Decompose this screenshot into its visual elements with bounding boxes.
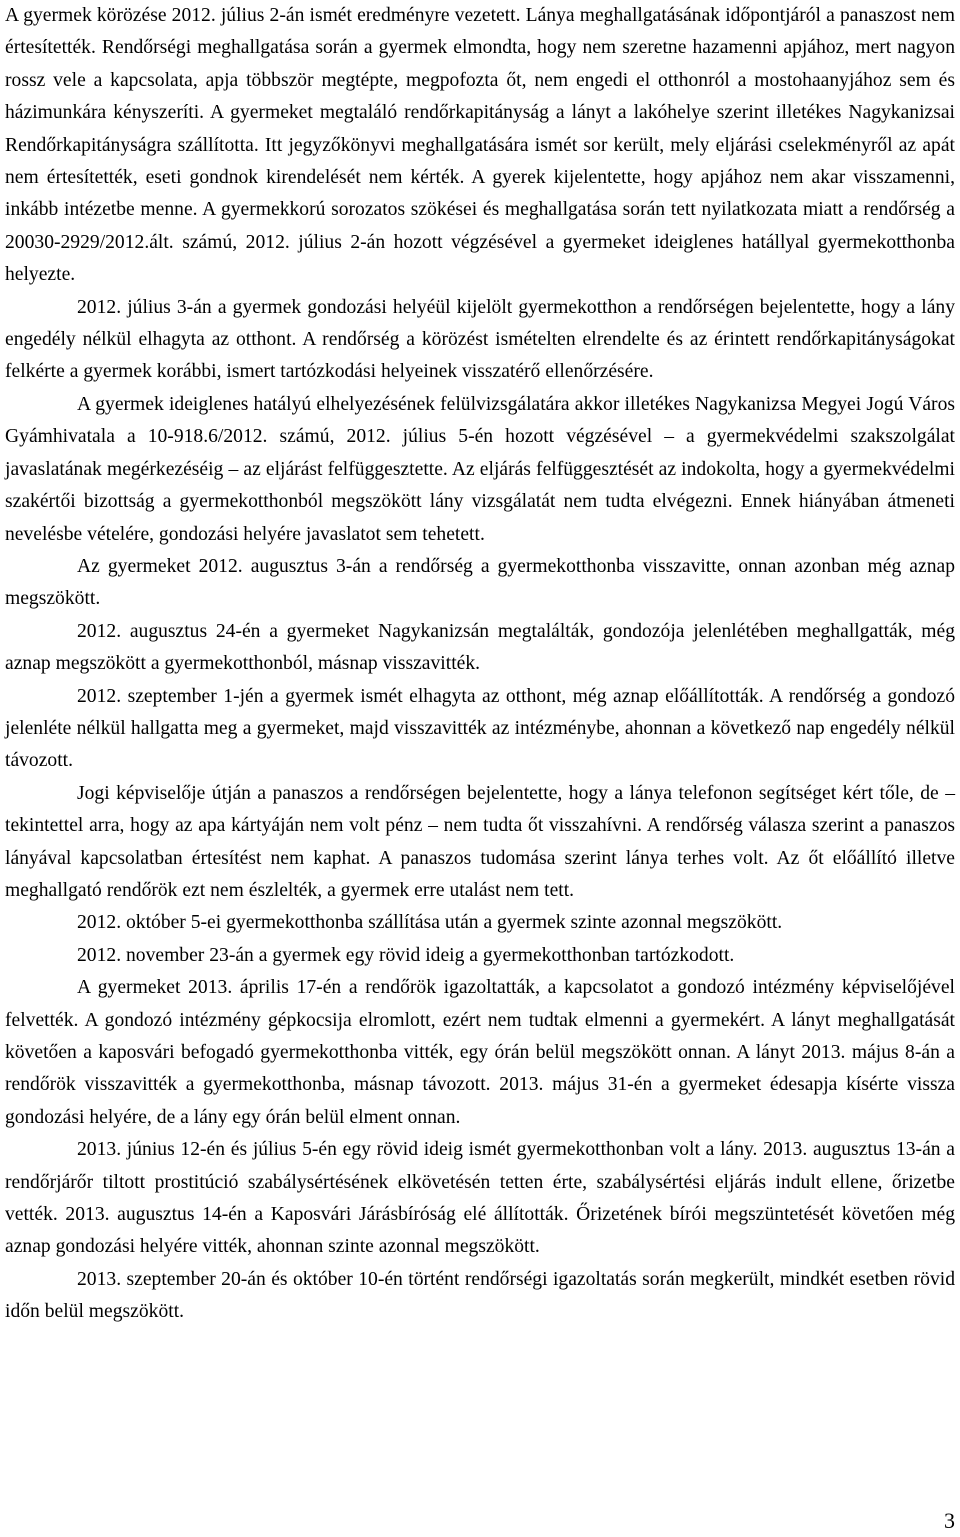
paragraph-3: A gyermek ideiglenes hatályú elhelyezésének felülvizsgálatára akkor illetékes Nagykanizsa Megyei Jogú Város Gyámhivatala a 10-918.6/2012. számú, 2012. július 5-én hozott végzésével – a gyermekvédelmi szakszolgálat javaslatának megérkezéséig – az eljárást felfüggesztette. Az eljárás felfüggesztését az indokolta, hogy a gyermekvédelmi szakértői bizottság a gyermekotthonból megszökött lány vizsgálatát nem tudta elvégezni. Ennek hiányában átmeneti nevelésbe vételére, gondozási helyére javaslatot sem tehetett. [5,393,955,545]
paragraph-5: 2012. augusztus 24-én a gyermeket Nagykanizsán megtalálták, gondozója jelenlétében meghallgatták, még aznap megszökött a gyermekotthonból, másnap visszavitték. [5,620,955,675]
paragraph-10: A gyermeket 2013. április 17-én a rendőrök igazoltatták, a kapcsolatot a gondozó intézmény képviselőjével felvették. A gondozó intézmény gépkocsija elromlott, ezért nem tudtak elmenni a gyermekért. A lányt meghallgatását követően a kaposvári befogadó gyermekotthonba vitték, egy órán belül megszökött onnan. A lányt 2013. május 8-án a rendőrök visszavitték a gyermekotthonba, másnap távozott. 2013. május 31-én a gyermeket édesapja kísérte vissza gondozási helyére, de a lány egy órán belül elment onnan. [5,977,955,1128]
paragraph-12: 2013. szeptember 20-án és október 10-én történt rendőrségi igazoltatás során megkerült, mindkét esetben rövid időn belül megszökött. [5,1268,955,1323]
page-number: 3 [944,1508,955,1533]
paragraph-1: A gyermek körözése 2012. július 2-án ismét eredményre vezetett. Lánya meghallgatásának időpontjáról a panaszost nem értesítették. Rendőrségi meghallgatása során a gyermek elmondta, hogy nem szeretne hazamenni apjához, mert nagyon rossz vele a kapcsolata, apja többször megtépte, megpofozta őt, nem engedi el otthonról a mostohaanyjához sem és házimunkára kényszeríti. A gyermeket megtaláló rendőrkapitányság a lányt a lakóhelye szerint illetékes Nagykanizsai Rendőrkapitányságra szállította. Itt jegyzőkönyvi meghallgatására ismét sor került, mely eljárási cselekményről az apát nem értesítették, eseti gondnok kirendelését nem kérték. A gyerek kijelentette, hogy apjához nem akar visszamenni, inkább intézetbe menne. A gyermekkorú sorozatos szökései és meghallgatása során tett nyilatkozata miatt a rendőrség a 20030-2929/2012.ált. számú, 2012. július 2-án hozott végzésével a gyermeket ideiglenes hatállyal gyermekotthonba helyezte. [5,5,955,286]
paragraph-4: Az gyermeket 2012. augusztus 3-án a rendőrség a gyermekotthonba visszavitte, onnan azonban még aznap megszökött. [5,555,955,610]
paragraph-2: 2012. július 3-án a gyermek gondozási helyéül kijelölt gyermekotthon a rendőrségen bejelentette, hogy a lány engedély nélkül elhagyta az otthont. A rendőrség a körözést ismételten elrendelte és az érintett rendőrkapitányságokat felkérte a gyermek korábbi, ismert tartózkodási helyeinek visszatérő ellenőrzésére. [5,296,955,383]
paragraph-9: 2012. november 23-án a gyermek egy rövid ideig a gyermekotthonban tartózkodott. [77,944,735,966]
paragraph-8: 2012. október 5-ei gyermekotthonba szállítása után a gyermek szinte azonnal megszökött. [77,912,783,934]
paragraph-7: Jogi képviselője útján a panaszos a rendőrségen bejelentette, hogy a lánya telefonon segítséget kért tőle, de – tekintettel arra, hogy az apa kártyáján nem volt pénz – nem tudta őt visszahívni. A rendőrség válasza szerint a panaszos lányával kapcsolatban értesítést nem kaphat. A panaszos tudomása szerint lánya terhes volt. Az őt előállító illetve meghallgató rendőrök ezt nem észlelték, a gyermek erre utalást nem tett. [5,782,955,901]
paragraph-11: 2013. június 12-én és július 5-én egy rövid ideig ismét gyermekotthonban volt a lány. 2013. augusztus 13-án a rendőrjárőr tiltott prostitúció szabálysértésének elkövetésén tetten érte, szabálysértési eljárás indult ellene, őrizetbe vették. 2013. augusztus 14-én a Kaposvári Járásbíróság elé állították. Őrizetének bírói megszüntetését követően még aznap gondozási helyére vitték, ahonnan szinte azonnal megszökött. [5,1139,955,1258]
document-body [5,0,955,1329]
paragraph-6: 2012. szeptember 1-jén a gyermek ismét elhagyta az otthont, még aznap előállították. A rendőrség a gondozó jelenléte nélkül hallgatta meg a gyermeket, majd visszavitték az intézménybe, ahonnan a következő nap engedély nélkül távozott. [5,685,955,772]
